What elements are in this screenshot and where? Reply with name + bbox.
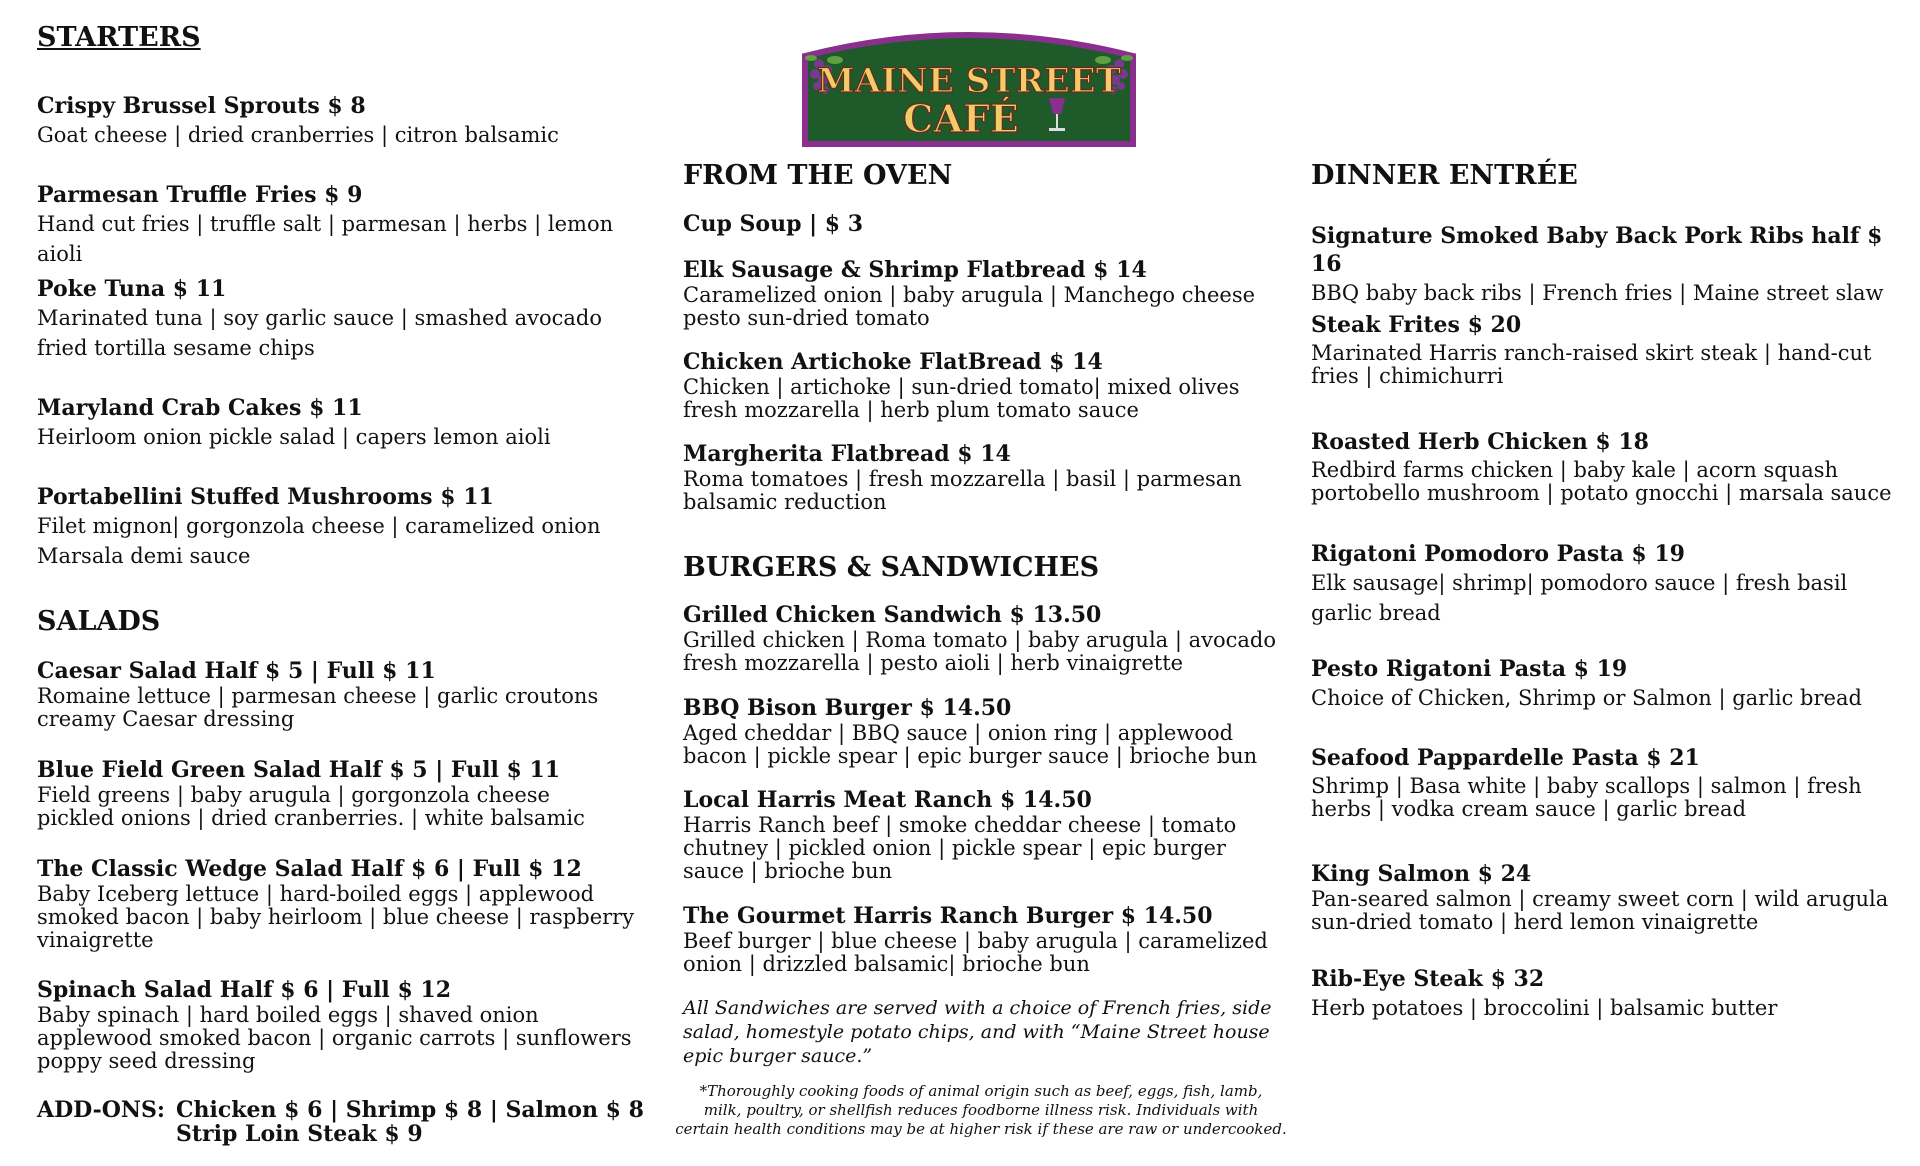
item-title: Cup Soup | $ 3 (683, 211, 864, 237)
starter-item (37, 483, 600, 571)
item-desc: fries | chimichurri (1311, 364, 1504, 388)
item-desc: Beef burger | blue cheese | baby arugula | caramelized (683, 929, 1268, 953)
oven-item (683, 440, 1242, 514)
item-desc: creamy Caesar dressing (37, 707, 295, 731)
item-title: Grilled Chicken Sandwich $ 13.50 (683, 602, 1102, 628)
item-title: Seafood Pappardelle Pasta $ 21 (1311, 745, 1700, 771)
burger-item (683, 902, 1268, 976)
oven-item (683, 210, 863, 238)
item-desc: portobello mushroom | potato gnocchi | marsala sauce (1311, 481, 1892, 505)
item-desc: balsamic reduction (683, 490, 887, 514)
starter-item (37, 181, 647, 269)
item-title: Signature Smoked Baby Back Pork Ribs half $ 16 (1311, 223, 1883, 277)
salads-heading: SALADS (37, 606, 161, 637)
item-title: BBQ Bison Burger $ 14.50 (683, 695, 1012, 721)
burgers-heading: BURGERS & SANDWICHES (683, 552, 1100, 583)
add-ons (37, 1098, 644, 1146)
add-ons-line: Chicken $ 6 | Shrimp $ 8 | Salmon $ 8 (176, 1097, 644, 1123)
item-title: Steak Frites $ 20 (1311, 312, 1522, 338)
item-title: The Classic Wedge Salad Half $ 6 | Full $ 12 (37, 856, 582, 882)
item-desc: applewood smoked bacon | organic carrots | sunflowers (37, 1026, 632, 1050)
add-ons-label: ADD-ONS: (37, 1097, 166, 1123)
salad-item (37, 756, 585, 830)
item-title: Portabellini Stuffed Mushrooms $ 11 (37, 484, 494, 510)
item-title: Poke Tuna $ 11 (37, 276, 227, 302)
item-desc: Elk sausage| shrimp| pomodoro sauce | fresh basil (1311, 571, 1848, 595)
item-title: Margherita Flatbread $ 14 (683, 441, 1011, 467)
item-desc: pesto sun-dried tomato (683, 306, 930, 330)
item-title: Chicken Artichoke FlatBread $ 14 (683, 349, 1103, 375)
disclaimer-line: certain health conditions may be at higher risk if these are raw or undercooked. (675, 1120, 1287, 1138)
item-title: Crispy Brussel Sprouts $ 8 (37, 93, 366, 119)
item-desc: Marinated tuna | soy garlic sauce | smashed avocado (37, 306, 602, 330)
item-desc: BBQ baby back ribs | French fries | Maine street slaw (1311, 281, 1884, 305)
item-title: The Gourmet Harris Ranch Burger $ 14.50 (683, 903, 1213, 929)
item-title: Elk Sausage & Shrimp Flatbread $ 14 (683, 257, 1147, 283)
item-desc: Hand cut fries | truffle salt | parmesan | herbs | lemon aioli (37, 212, 614, 266)
item-title: Maryland Crab Cakes $ 11 (37, 395, 363, 421)
item-desc: Filet mignon| gorgonzola cheese | caramelized onion (37, 514, 601, 538)
salad-item (37, 976, 632, 1073)
item-desc: fresh mozzarella | pesto aioli | herb vinaigrette (683, 651, 1184, 675)
item-desc: sauce | brioche bun (683, 859, 893, 883)
item-title: King Salmon $ 24 (1311, 861, 1532, 887)
item-desc: Aged cheddar | BBQ sauce | onion ring | applewood (683, 721, 1234, 745)
disclaimer-line: *Thoroughly cooking foods of animal origin such as beef, eggs, fish, lamb, (699, 1082, 1263, 1100)
item-desc: pickled onions | dried cranberries. | white balsamic (37, 806, 585, 830)
item-desc: garlic bread (1311, 601, 1441, 625)
dinner-item (1311, 655, 1862, 713)
item-title: Local Harris Meat Ranch $ 14.50 (683, 787, 1092, 813)
item-desc: vinaigrette (37, 928, 154, 952)
dinner-item (1311, 428, 1892, 505)
item-desc: Romaine lettuce | parmesan cheese | garlic croutons (37, 684, 599, 708)
item-desc: Shrimp | Basa white | baby scallops | salmon | fresh (1311, 774, 1862, 798)
item-desc: fresh mozzarella | herb plum tomato sauce (683, 398, 1139, 422)
item-title: Spinach Salad Half $ 6 | Full $ 12 (37, 977, 452, 1003)
dinner-heading: DINNER ENTRÉE (1311, 160, 1578, 191)
starters-heading: STARTERS (37, 22, 201, 53)
oven-heading: FROM THE OVEN (683, 160, 953, 191)
burger-item (683, 601, 1276, 675)
item-desc: Heirloom onion pickle salad | capers lemon aioli (37, 425, 551, 449)
dinner-item (1311, 860, 1888, 934)
item-title: Pesto Rigatoni Pasta $ 19 (1311, 656, 1628, 682)
item-desc: herbs | vodka cream sauce | garlic bread (1311, 797, 1747, 821)
note-line: epic burger sauce.” (683, 1045, 873, 1067)
dinner-item (1311, 965, 1777, 1023)
item-desc: Marsala demi sauce (37, 544, 251, 568)
item-desc: Caramelized onion | baby arugula | Manchego cheese (683, 283, 1256, 307)
item-title: Rigatoni Pomodoro Pasta $ 19 (1311, 541, 1685, 567)
logo-line1: MAINE STREET (817, 61, 1121, 101)
maine-street-cafe-logo (801, 28, 1137, 148)
salad-item (37, 657, 598, 731)
item-desc: Roma tomatoes | fresh mozzarella | basil | parmesan (683, 467, 1242, 491)
item-desc: fried tortilla sesame chips (37, 336, 315, 360)
disclaimer-line: milk, poultry, or shellfish reduces foodborne illness risk. Individuals with (703, 1101, 1259, 1119)
note-line: salad, homestyle potato chips, and with “Maine Street house (683, 1021, 1270, 1043)
item-title: Roasted Herb Chicken $ 18 (1311, 429, 1649, 455)
item-desc: Grilled chicken | Roma tomato | baby arugula | avocado (683, 628, 1277, 652)
item-desc: Chicken | artichoke | sun-dried tomato| mixed olives (683, 375, 1240, 399)
starter-item (37, 394, 551, 452)
sandwich-note (683, 996, 1271, 1068)
dinner-item (1311, 311, 1871, 388)
item-desc: Baby Iceberg lettuce | hard-boiled eggs | applewood (37, 882, 595, 906)
item-desc: bacon | pickle spear | epic burger sauce | brioche bun (683, 744, 1258, 768)
item-desc: Marinated Harris ranch-raised skirt steak | hand-cut (1311, 341, 1872, 365)
item-desc: Herb potatoes | broccolini | balsamic butter (1311, 996, 1778, 1020)
starter-item (37, 275, 602, 363)
food-safety-disclaimer (661, 1082, 1301, 1139)
add-ons-line: Strip Loin Steak $ 9 (176, 1121, 423, 1147)
item-desc: sun-dried tomato | herd lemon vinaigrette (1311, 910, 1759, 934)
item-title: Rib-Eye Steak $ 32 (1311, 966, 1545, 992)
dinner-item (1311, 540, 1847, 628)
item-desc: Field greens | baby arugula | gorgonzola cheese (37, 783, 550, 807)
dinner-item (1311, 222, 1911, 308)
burger-item (683, 786, 1236, 883)
salad-item (37, 855, 634, 952)
item-title: Parmesan Truffle Fries $ 9 (37, 182, 363, 208)
item-desc: Redbird farms chicken | baby kale | acorn squash (1311, 458, 1839, 482)
item-title: Caesar Salad Half $ 5 | Full $ 11 (37, 658, 436, 684)
burger-item (683, 694, 1257, 768)
item-desc: onion | drizzled balsamic| brioche bun (683, 952, 1090, 976)
item-desc: poppy seed dressing (37, 1049, 256, 1073)
item-desc: Baby spinach | hard boiled eggs | shaved onion (37, 1003, 539, 1027)
item-desc: Harris Ranch beef | smoke cheddar cheese | tomato (683, 813, 1237, 837)
item-title: Blue Field Green Salad Half $ 5 | Full $ 11 (37, 757, 561, 783)
item-desc: smoked bacon | baby heirloom | blue cheese | raspberry (37, 905, 635, 929)
item-desc: chutney | pickled onion | pickle spear | epic burger (683, 836, 1226, 860)
oven-item (683, 256, 1255, 330)
dinner-item (1311, 744, 1862, 821)
note-line: All Sandwiches are served with a choice of French fries, side (683, 997, 1272, 1019)
logo-line2: CAFÉ (903, 96, 1019, 141)
item-desc: Goat cheese | dried cranberries | citron balsamic (37, 123, 559, 147)
item-desc: Pan-seared salmon | creamy sweet corn | wild arugula (1311, 887, 1889, 911)
item-desc: Choice of Chicken, Shrimp or Salmon | garlic bread (1311, 686, 1862, 710)
oven-item (683, 348, 1240, 422)
starter-item (37, 92, 559, 150)
